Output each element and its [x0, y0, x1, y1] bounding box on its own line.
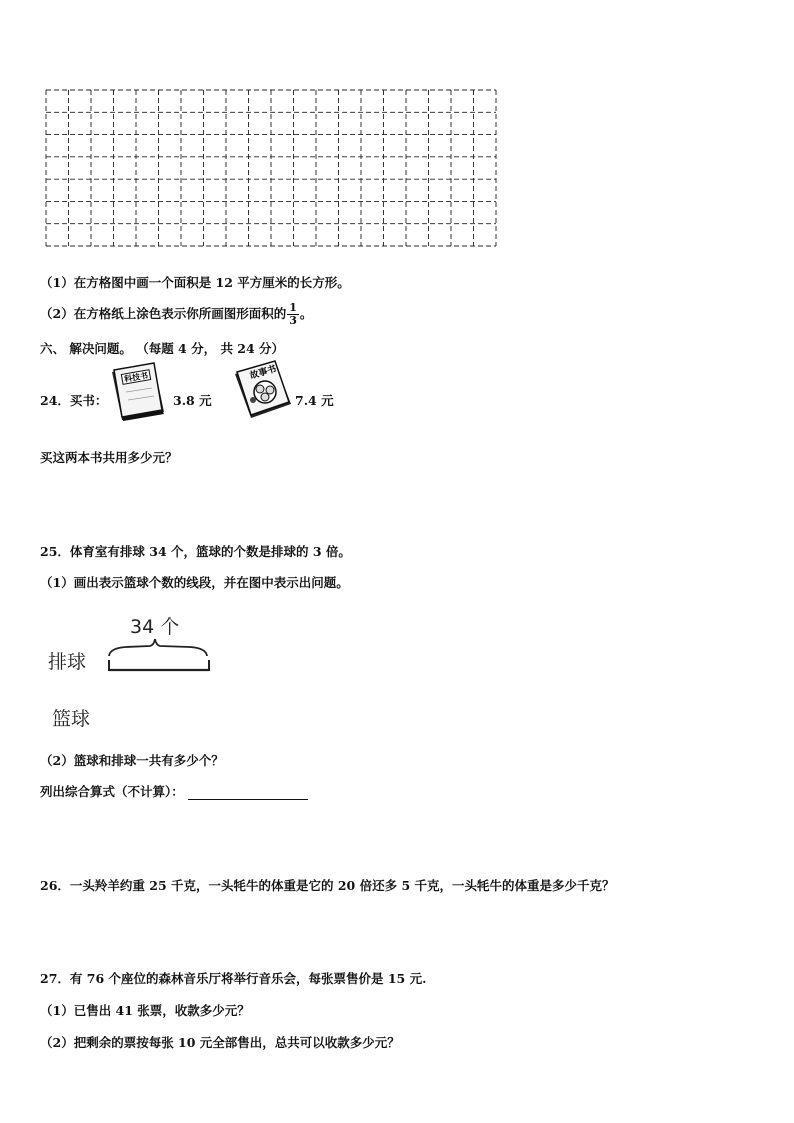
fraction-denominator: 3	[289, 314, 297, 327]
q23-part2-end: 。	[299, 306, 313, 321]
q25-stem: 25．体育室有排球 34 个，篮球的个数是排球的 3 倍。	[40, 544, 351, 559]
volleyball-segment	[106, 634, 212, 678]
q27-part1: （1）已售出 41 张票，收款多少元？	[40, 1003, 250, 1018]
science-book-title: 科技书	[123, 370, 149, 385]
q26-stem: 26．一头羚羊约重 25 千克，一头牦牛的体重是它的 20 倍还多 5 千克，一头牦牛的体重是多少千克？	[40, 878, 615, 893]
story-book-image	[233, 360, 293, 420]
answer-blank[interactable]	[188, 786, 308, 800]
formula-label: 列出综合算式（不计算）：	[40, 784, 184, 799]
diagram-basketball-label: 篮球	[52, 708, 91, 730]
q24-label: 24．买书：	[40, 393, 108, 408]
section-6-heading: 六、 解决问题。 （每题 4 分， 共 24 分）	[40, 341, 285, 356]
q23-part2	[40, 300, 312, 328]
q25-part2: （2）篮球和排球一共有多少个？	[40, 753, 224, 768]
science-book-image	[108, 362, 166, 422]
q27-stem: 27．有 76 个座位的森林音乐厅将举行音乐会，每张票售价是 15 元.	[40, 971, 427, 986]
science-book-price: 3.8 元	[173, 393, 212, 408]
q23-part1: （1）在方格图中画一个面积是 12 平方厘米的长方形。	[40, 275, 350, 290]
dashed-grid	[45, 89, 497, 247]
q23-part2-text: （2）在方格纸上涂色表示你所画图形面积的	[40, 306, 287, 321]
q27-part2: （2）把剩余的票按每张 10 元全部售出，总共可以收款多少元？	[40, 1035, 400, 1050]
q25-part1: （1）画出表示篮球个数的线段，并在图中表示出问题。	[40, 575, 349, 590]
q24-question: 买这两本书共用多少元？	[40, 450, 178, 465]
diagram-count-label: 34 个	[130, 616, 180, 638]
fraction-numerator: 1	[289, 301, 297, 314]
diagram-volleyball-label: 排球	[48, 651, 87, 673]
story-book-price: 7.4 元	[295, 393, 334, 408]
fraction-one-third	[287, 302, 299, 327]
story-book-title: 故事书	[248, 364, 278, 382]
q25-formula	[40, 782, 308, 800]
